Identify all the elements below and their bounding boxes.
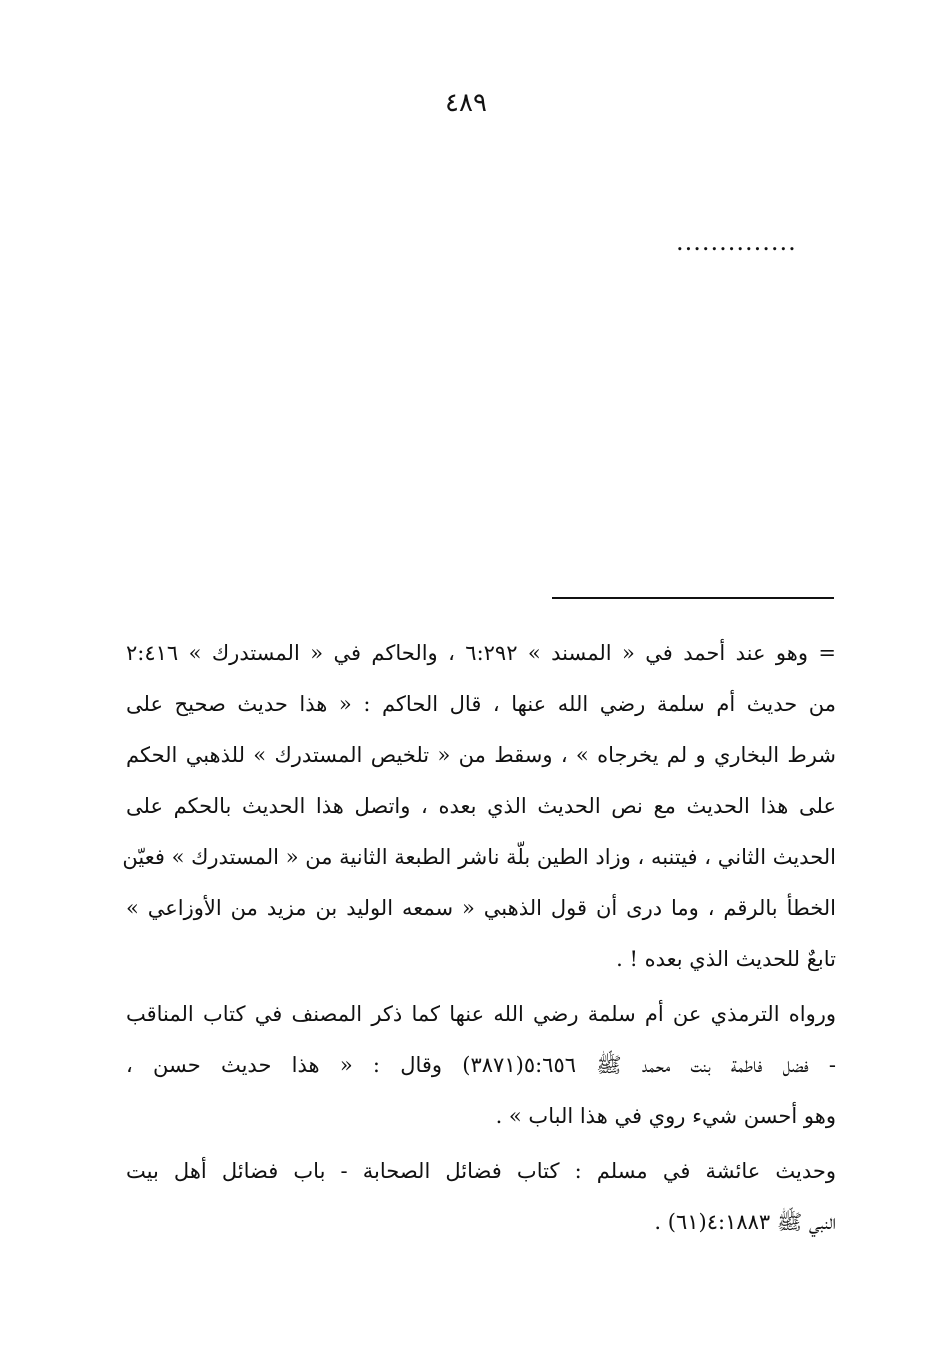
- footnote-line: = وهو عند أحمد في « المسند » ٦:٢٩٢ ، والحاكم في « المستدرك » ٢:٤١٦: [126, 641, 836, 665]
- ellipsis-dots: ..............: [676, 228, 797, 256]
- footnote-line: الخطأ بالرقم ، وما درى أن قول الذهبي « سمعه الوليد بن مزيد من الأوزاعي »: [126, 896, 836, 920]
- footnote-line: تابعٌ للحديث الذي بعده ! .: [616, 947, 836, 971]
- footnote-line: على هذا الحديث مع نص الحديث الذي بعده ، واتصل هذا الحديث بالحكم على: [126, 794, 836, 818]
- footnote-line: من حديث أم سلمة رضي الله عنها ، قال الحاكم : « هذا حديث صحيح على: [126, 692, 836, 716]
- footnote-paragraph: [126, 989, 836, 1142]
- footnote-separator: [552, 597, 834, 599]
- footnote-line: الحديث الثاني ، فيتنبه ، وزاد الطين بلّة ناشر الطبعة الثانية من « المستدرك » فعيّن: [122, 845, 836, 869]
- footnote-paragraph: [126, 1146, 836, 1248]
- footnote-line: النبي ﷺ ٤:١٨٨٣(٦١) .: [654, 1210, 836, 1234]
- footnote-line: شرط البخاري و لم يخرجاه » ، وسقط من « تلخيص المستدرك » للذهبي الحكم: [126, 743, 836, 767]
- footnotes: [122, 628, 837, 1248]
- footnote-line: ورواه الترمذي عن أم سلمة رضي الله عنها كما ذكر المصنف في كتاب المناقب: [126, 1002, 836, 1026]
- footnote-line: وحديث عائشة في مسلم : كتاب فضائل الصحابة - باب فضائل أهل بيت: [126, 1159, 836, 1183]
- footnote-line: وهو أحسن شيء روي في هذا الباب » .: [495, 1104, 836, 1128]
- page-number: ٤٨٩: [445, 88, 487, 118]
- footnote-line: - فضل فاطمة بنت محمد ﷺ ٥:٦٥٦(٣٨٧١) وقال : « هذا حديث حسن ،: [126, 1053, 837, 1077]
- footnote-paragraph: [122, 628, 836, 985]
